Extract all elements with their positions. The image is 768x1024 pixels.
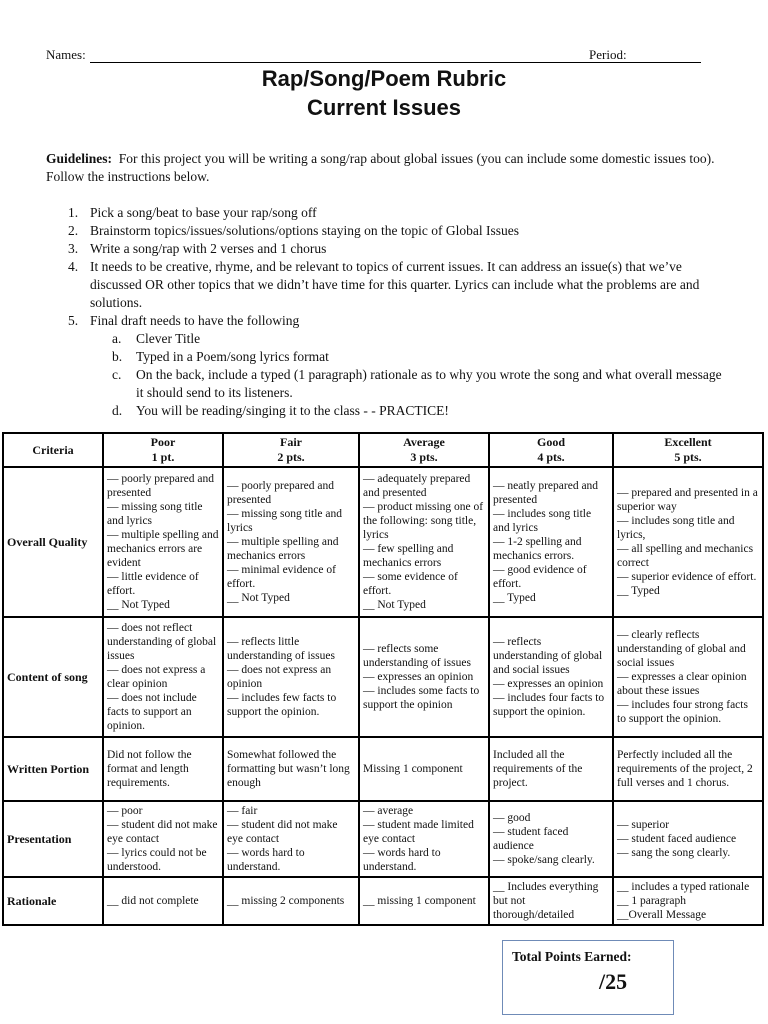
rubric-cell: — fair — student did not make eye contact — words hard to understand.	[223, 801, 359, 877]
guidelines-label: Guidelines:	[46, 151, 113, 166]
column-header	[359, 433, 489, 467]
column-name: Criteria	[32, 442, 74, 457]
total-points-value: /25	[599, 969, 628, 994]
criteria-cell: Overall Quality	[3, 467, 103, 617]
sub-list-item	[46, 330, 726, 348]
rubric-cell: Included all the requirements of the project.	[489, 737, 613, 801]
table-row	[3, 467, 763, 617]
column-points: 2 pts.	[277, 450, 305, 464]
rubric-cell: — does not reflect understanding of global issues — does not express a clear opinion — does not include facts to support an opinion.	[103, 617, 223, 737]
sub-list-text: You will be reading/singing it to the class - - PRACTICE!	[136, 403, 449, 418]
sub-list-letter: d.	[112, 403, 123, 418]
list-item	[46, 258, 726, 312]
sub-list-item	[46, 366, 726, 402]
column-points: 3 pts.	[410, 450, 438, 464]
list-item	[46, 204, 726, 222]
period-blank[interactable]	[629, 62, 701, 63]
rubric-cell: — poorly prepared and presented — missing song title and lyrics — multiple spelling and mechanics errors — minimal evidence of effort. __ Not Typed	[223, 467, 359, 617]
column-header	[613, 433, 763, 467]
table-header-row	[3, 433, 763, 467]
column-name: Good	[536, 435, 565, 449]
column-name: Average	[403, 435, 445, 449]
rubric-cell: Missing 1 component	[359, 737, 489, 801]
rubric-cell: — reflects some understanding of issues — expresses an opinion — includes some facts to support the opinion	[359, 617, 489, 737]
list-number: 3.	[68, 241, 79, 256]
rubric-cell: — reflects little understanding of issues — does not express an opinion — includes few facts to support the opinion.	[223, 617, 359, 737]
list-item	[46, 222, 726, 240]
sub-list-letter: b.	[112, 349, 123, 364]
rubric-cell: — poor — student did not make eye contact — lyrics could not be understood.	[103, 801, 223, 877]
list-text: Write a song/rap with 2 verses and 1 chorus	[90, 241, 327, 256]
list-item	[46, 240, 726, 258]
criteria-cell: Rationale	[3, 877, 103, 925]
rubric-cell: __ missing 2 components	[223, 877, 359, 925]
column-header	[3, 433, 103, 467]
rubric-cell: Perfectly included all the requirements of the project, 2 full verses and 1 chorus.	[613, 737, 763, 801]
list-text: Final draft needs to have the following	[90, 313, 300, 328]
rubric-cell: — reflects understanding of global and social issues — expresses an opinion — includes four facts to support the opinion.	[489, 617, 613, 737]
rubric-table	[2, 432, 764, 926]
list-text: Brainstorm topics/issues/solutions/options staying on the topic of Global Issues	[90, 223, 519, 238]
sub-list-letter: c.	[112, 367, 122, 382]
sub-list-letter: a.	[112, 331, 122, 346]
guidelines-text: For this project you will be writing a song/rap about global issues (you can include some domestic issues too). Follow the instructions below.	[46, 151, 715, 184]
column-header	[489, 433, 613, 467]
rubric-cell: Did not follow the format and length requirements.	[103, 737, 223, 801]
column-header	[103, 433, 223, 467]
column-points: 5 pts.	[674, 450, 702, 464]
table-row	[3, 877, 763, 925]
header-line	[46, 47, 702, 63]
rubric-cell: __ includes a typed rationale __ 1 paragraph __Overall Message	[613, 877, 763, 925]
rubric-cell: — good — student faced audience — spoke/sang clearly.	[489, 801, 613, 877]
criteria-cell: Written Portion	[3, 737, 103, 801]
column-points: 4 pts.	[537, 450, 565, 464]
sub-list-text: Clever Title	[136, 331, 201, 346]
rubric-cell: — adequately prepared and presented — product missing one of the following: song title, lyrics — few spelling and mechanics errors — some evidence of effort. __ Not Typed	[359, 467, 489, 617]
list-number: 1.	[68, 205, 79, 220]
list-text: It needs to be creative, rhyme, and be relevant to topics of current issues. It can address an issue(s) that we’ve discussed OR other topics that we didn’t have time for this quarter. Lyrics can include what the problems are and solutions.	[90, 259, 700, 310]
list-number: 4.	[68, 259, 79, 274]
table-row	[3, 617, 763, 737]
rubric-cell: — neatly prepared and presented — includes song title and lyrics — 1-2 spelling and mechanics errors. — good evidence of effort. __ Typed	[489, 467, 613, 617]
table-row	[3, 737, 763, 801]
rubric-cell: — superior — student faced audience — sang the song clearly.	[613, 801, 763, 877]
rubric-cell: — poorly prepared and presented — missing song title and lyrics — multiple spelling and mechanics errors are evident — little evidence of effort. __ Not Typed	[103, 467, 223, 617]
sub-list-item	[46, 402, 726, 420]
rubric-cell: — clearly reflects understanding of global and social issues — expresses a clear opinion about these issues — includes four strong facts to support the opinion.	[613, 617, 763, 737]
rubric-cell: — prepared and presented in a superior way — includes song title and lyrics, — all spelling and mechanics correct — superior evidence of effort. __ Typed	[613, 467, 763, 617]
criteria-cell: Presentation	[3, 801, 103, 877]
rubric-cell: — average — student made limited eye contact — words hard to understand.	[359, 801, 489, 877]
sub-list-item	[46, 348, 726, 366]
table-row	[3, 801, 763, 877]
guidelines	[46, 150, 726, 186]
sub-list	[90, 330, 726, 420]
page-title: Rap/Song/Poem Rubric	[261, 66, 507, 91]
column-name: Excellent	[664, 435, 712, 449]
list-number: 2.	[68, 223, 79, 238]
list-text: Pick a song/beat to base your rap/song off	[90, 205, 317, 220]
sub-list-text: Typed in a Poem/song lyrics format	[136, 349, 329, 364]
period-label: Period:	[589, 47, 627, 62]
column-name: Poor	[150, 435, 176, 449]
names-label: Names:	[46, 47, 86, 62]
total-points-box	[502, 940, 674, 1015]
rubric-cell: Somewhat followed the formatting but wasn’t long enough	[223, 737, 359, 801]
criteria-cell: Content of song	[3, 617, 103, 737]
column-points: 1 pt.	[151, 450, 175, 464]
total-points-label: Total Points Earned:	[512, 949, 632, 964]
instructions-list	[46, 204, 726, 420]
rubric-cell: __ did not complete	[103, 877, 223, 925]
column-name: Fair	[280, 435, 302, 449]
list-item	[46, 312, 726, 420]
column-header	[223, 433, 359, 467]
list-number: 5.	[68, 313, 79, 328]
names-blank[interactable]	[90, 62, 634, 63]
page-subtitle: Current Issues	[306, 95, 462, 120]
sub-list-text: On the back, include a typed (1 paragraph) rationale as to why you wrote the song and what overall message it should send to its listeners.	[136, 367, 722, 400]
rubric-cell: __ missing 1 component	[359, 877, 489, 925]
rubric-cell: __ Includes everything but not thorough/detailed	[489, 877, 613, 925]
